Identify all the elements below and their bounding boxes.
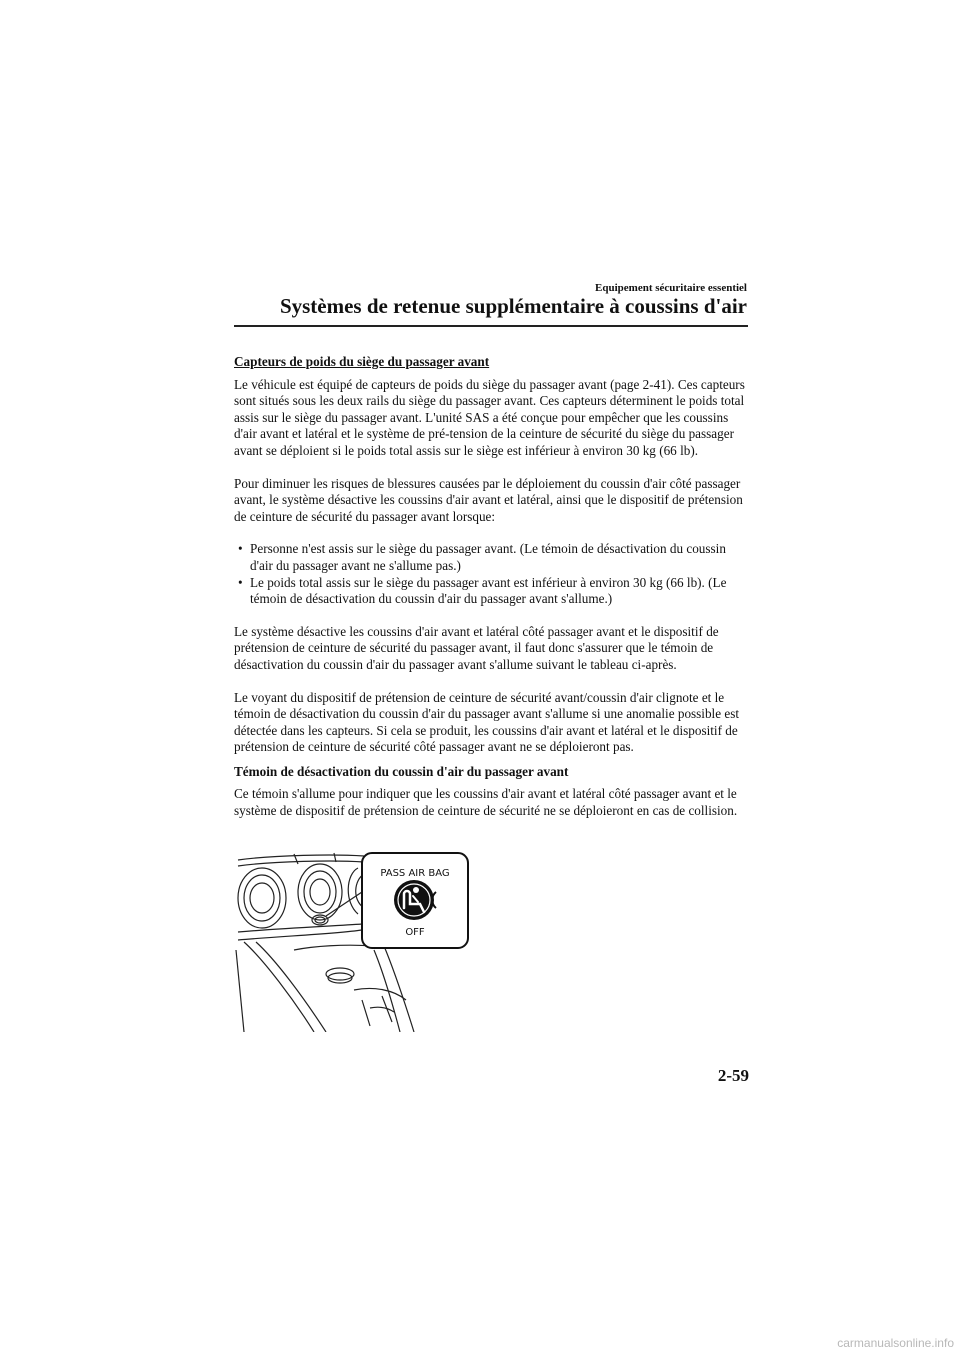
section-heading: Capteurs de poids du siège du passager avant	[234, 354, 490, 369]
indicator-label-bottom: OFF	[405, 927, 425, 938]
page-title: Systèmes de retenue supplémentaire à coussins d'air	[279, 294, 747, 318]
indicator-label-top: PASS AIR BAG	[380, 868, 450, 879]
header-divider	[234, 325, 748, 327]
paragraph-1: Le véhicule est équipé de capteurs de poids du siège du passager avant (page 2-41). Ces capteurs sont situés sous les deux rails du siège du passager avant. Ces capteurs déterminent le poids total assis sur le siège du passager avant. L'unité SAS a été conçue pour empêcher que les coussins d'air avant et latéral et le système de pré-tension de la ceinture de sécurité du siège du passager avant se déploient si le poids total assis sur le siège est inférieur à environ 30 kg (66 lb).	[234, 376, 745, 458]
header-section-label: Equipement sécuritaire essentiel	[595, 282, 747, 294]
paragraph-4: Le voyant du dispositif de prétension de ceinture de sécurité avant/coussin d'air clignote et le témoin de désactivation du coussin d'air du passager avant s'allume si une anomalie possible est détectée dans les capteurs. Si cela se produit, les coussins d'air avant et latéral et le dispositif de prétension de ceinture de sécurité côté passager avant ne se déploieront pas.	[234, 689, 740, 755]
bullet-text: Personne n'est assis sur le siège du passager avant. (Le témoin de désactivation du coussin d'air du passager avant ne s'allume pas.)	[250, 541, 726, 573]
watermark-text: carmanualsonline.info	[837, 1336, 954, 1350]
paragraph-3: Le système désactive les coussins d'air avant et latéral côté passager avant et le dispositif de prétension de ceinture de sécurité du passager avant, il faut donc s'assurer que le témoin de désactivation du coussin d'air du passager avant s'allume suivant le tableau ci-après.	[234, 623, 719, 672]
content-body	[234, 354, 750, 836]
bullet-item	[234, 575, 750, 608]
page-number: 2-59	[717, 1066, 749, 1085]
paragraph-2: Pour diminuer les risques de blessures causées par le déploiement du coussin d'air côté passager avant, le système désactive les coussins d'air avant et latéral, ainsi que le dispositif de prétension de ceinture de sécurité du passager avant lorsque:	[234, 475, 743, 524]
bullet-text: Le poids total assis sur le siège du passager avant est inférieur à environ 30 kg (66 lb). (Le témoin de désactivation du coussin d'air du passager avant s'allume.)	[250, 574, 727, 607]
airbag-indicator-illustration	[234, 850, 474, 1032]
bullet-icon: •	[238, 574, 243, 590]
paragraph-5: Ce témoin s'allume pour indiquer que les coussins d'air avant et latéral côté passager avant et le système de dispositif de prétension de ceinture de sécurité ne se déploieront en cas de collision.	[234, 786, 738, 819]
bullet-icon: •	[238, 541, 243, 557]
subsection-heading: Témoin de désactivation du coussin d'air du passager avant	[234, 763, 569, 779]
bullet-item	[234, 541, 750, 574]
bullet-list	[234, 541, 750, 607]
